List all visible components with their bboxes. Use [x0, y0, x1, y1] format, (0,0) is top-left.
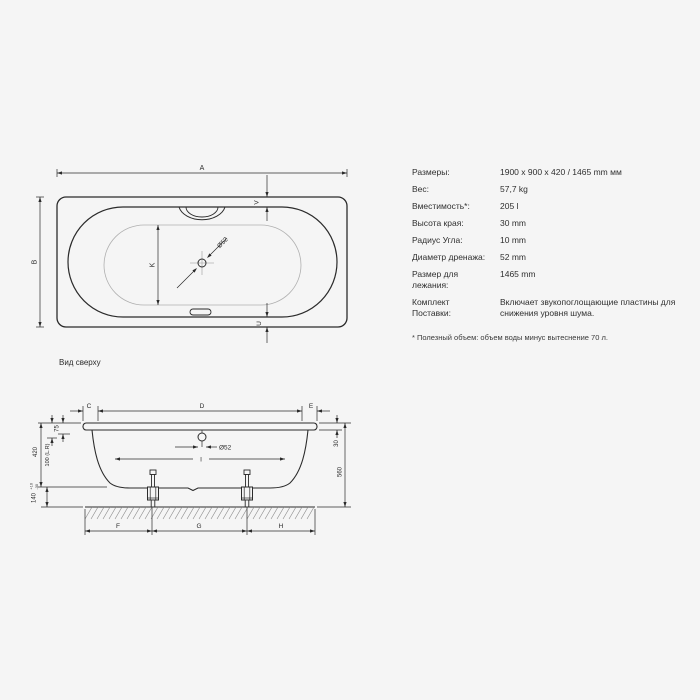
- spec-label: Размеры:: [412, 167, 450, 177]
- drain-diameter-label-section: Ø52: [219, 444, 232, 452]
- spec-row-drain-diameter: [412, 252, 688, 263]
- spec-row-lying-size: [412, 269, 688, 291]
- spec-label: Комплект Поставки:: [412, 297, 451, 318]
- dim-label-a: A: [199, 165, 205, 172]
- drain-circle-section: [198, 433, 206, 441]
- spec-value: 205 l: [500, 201, 519, 211]
- foot-left: [148, 470, 159, 507]
- spec-value: 57,7 kg: [500, 184, 528, 194]
- dim-label-140: 140: [31, 492, 38, 504]
- dim-label-h: H: [278, 523, 284, 530]
- spec-label: Вместимость*:: [412, 201, 470, 211]
- dim-label-u: U: [256, 321, 263, 326]
- spec-row-capacity: [412, 201, 688, 212]
- top-view-caption: Вид сверху: [59, 358, 101, 367]
- spec-value: 30 mm: [500, 218, 526, 228]
- spec-row-scope-of-delivery: [412, 297, 688, 319]
- dim-label-100: 100 (L.R): [45, 443, 51, 467]
- spec-label: Высота края:: [412, 218, 464, 228]
- spec-value: 10 mm: [500, 235, 526, 245]
- spec-label: Вес:: [412, 184, 430, 194]
- spec-value: 52 mm: [500, 252, 526, 262]
- dim-label-c: C: [86, 403, 92, 410]
- dim-label-k: K: [149, 262, 157, 268]
- ground-hatch: [85, 507, 314, 519]
- dim-label-b: B: [31, 259, 39, 265]
- dim-label-f: F: [116, 523, 120, 530]
- tub-rim-profile: [83, 423, 317, 430]
- tub-inner-rim: [68, 207, 337, 317]
- spec-value: Включает звукопоглощающие пластины для снижения уровня шума.: [500, 297, 676, 318]
- spec-row-rim-height: [412, 218, 688, 229]
- spec-row-dimensions: [412, 167, 688, 178]
- spec-row-weight: [412, 184, 688, 195]
- side-view-drawing: [25, 395, 365, 545]
- waste-slot: [190, 309, 211, 315]
- dim-label-140-tol-plus: +10: [29, 483, 34, 490]
- spec-row-corner-radius: [412, 235, 688, 246]
- dim-label-30: 30: [334, 440, 340, 447]
- spec-label: Диаметр дренажа:: [412, 252, 486, 262]
- dim-label-i: I: [200, 456, 202, 464]
- spec-label: Радиус Угла:: [412, 235, 463, 245]
- dim-label-140-tol-minus: -30: [35, 484, 39, 490]
- spec-table: [412, 167, 688, 343]
- spec-label: Размер для лежания:: [412, 269, 459, 290]
- dim-label-e: E: [308, 403, 314, 410]
- dim-label-g: G: [196, 523, 202, 530]
- top-view-drawing: [25, 158, 365, 373]
- overflow-arc-inner: [186, 207, 218, 217]
- foot-right: [242, 470, 253, 507]
- drain-diameter-label: Ø52: [216, 236, 230, 250]
- dim-label-560: 560: [337, 466, 344, 478]
- dim-label-75: 75: [54, 425, 61, 432]
- dim-label-v: V: [253, 200, 261, 205]
- dim-label-d: D: [199, 403, 205, 410]
- spec-footnote: * Полезный объем: объем воды минус вытеснение 70 л.: [412, 333, 608, 342]
- spec-value: 1900 x 900 x 420 / 1465 mm мм: [500, 167, 622, 177]
- spec-value: 1465 mm: [500, 269, 536, 279]
- dim-label-420: 420: [33, 446, 39, 458]
- tub-bathing-well: [104, 225, 301, 305]
